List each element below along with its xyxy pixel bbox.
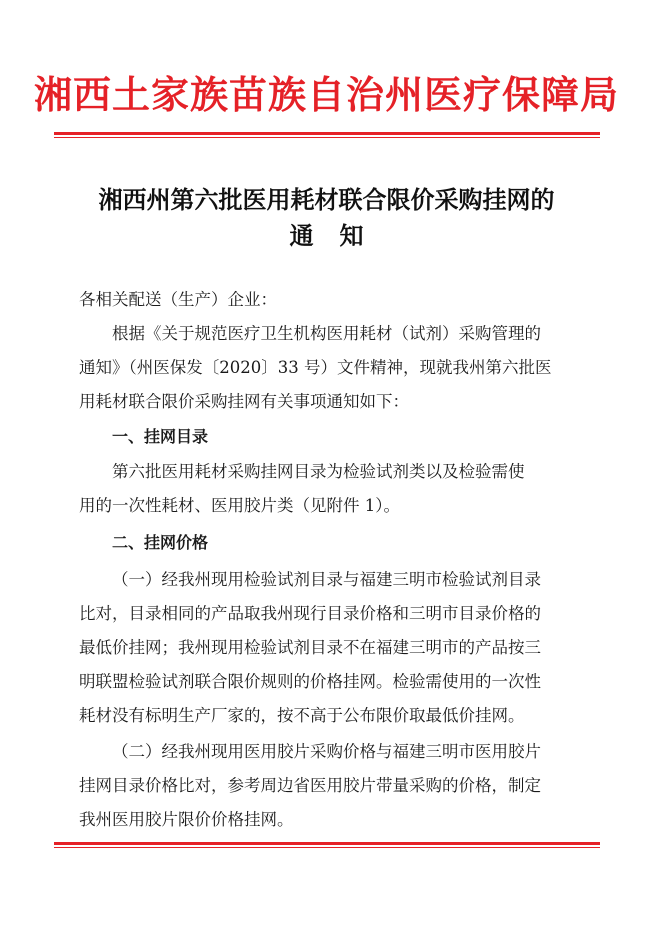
intro-line: 通知》（州医保发〔2020〕33 号）文件精神，现就我州第六批医: [79, 358, 552, 377]
section1-line: 用的一次性耗材、医用胶片类（见附件 1）。: [79, 496, 400, 515]
section1-heading: 一、挂网目录: [112, 427, 209, 446]
issuing-authority-header: 湘西土家族苗族自治州医疗保障局: [33, 72, 619, 117]
document-title-line1: 湘西州第六批医用耗材联合限价采购挂网的: [98, 185, 555, 214]
section2-para1-line: 耗材没有标明生产厂家的，按不高于公布限价取最低价挂网。: [79, 706, 525, 725]
intro-line: 用耗材联合限价采购挂网有关事项通知如下：: [79, 392, 409, 411]
footer-red-rule-thin: [54, 847, 600, 848]
document-title-line2: 通知: [289, 221, 390, 250]
section2-para2-line: （二）经我州现用医用胶片采购价格与福建三明市医用胶片: [112, 742, 541, 761]
intro-line: 根据《关于规范医疗卫生机构医用耗材（试剂）采购管理的: [112, 324, 541, 343]
section2-para2-line: 挂网目录价格比对，参考周边省医用胶片带量采购的价格，制定: [79, 776, 541, 795]
section2-heading: 二、挂网价格: [112, 533, 209, 552]
section2-para1-line: 比对，目录相同的产品取我州现行目录价格和三明市目录价格的: [79, 604, 541, 623]
header-red-rule-thick: [54, 132, 600, 135]
salutation: 各相关配送（生产）企业：: [79, 290, 277, 309]
header-red-rule-thin: [54, 137, 600, 138]
footer-red-rule-thick: [54, 842, 600, 845]
section1-line: 第六批医用耗材采购挂网目录为检验试剂类以及检验需使: [112, 462, 525, 481]
section2-para1-line: 明联盟检验试剂联合限价规则的价格挂网。检验需使用的一次性: [79, 672, 541, 691]
section2-para1-line: （一）经我州现用检验试剂目录与福建三明市检验试剂目录: [112, 570, 541, 589]
section2-para1-line: 最低价挂网；我州现用检验试剂目录不在福建三明市的产品按三: [79, 638, 541, 657]
section2-para2-line: 我州医用胶片限价价格挂网。: [79, 810, 294, 829]
